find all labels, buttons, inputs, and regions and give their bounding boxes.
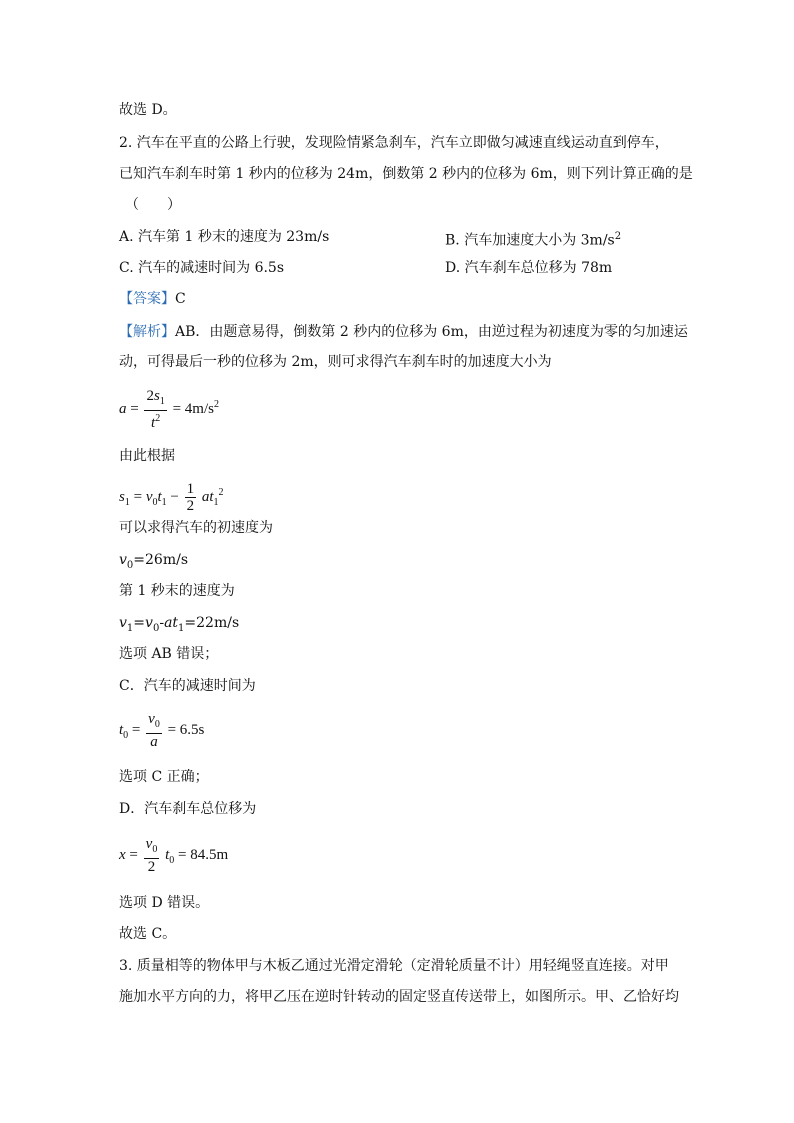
text-line: D．汽车刹车总位移为	[119, 801, 257, 817]
option-d: D. 汽车刹车总位移为 78m	[445, 260, 613, 276]
question-3-stem: 3. 质量相等的物体甲与木板乙通过光滑定滑轮（定滑轮质量不计）用轻绳竖直连接。对甲	[119, 958, 669, 974]
explanation-line: 【解析】AB．由题意易得，倒数第 2 秒内的位移为 6m，由逆过程为初速度为零的匀加速运	[119, 324, 688, 340]
question-3-stem: 施加水平方向的力，将甲乙压在逆时针转动的固定竖直传送带上，如图所示。甲、乙恰好均	[119, 989, 679, 1005]
equation-total-displacement: x = $\frac{v_0}{2}$ $t_0 = 84.5m$	[119, 836, 229, 875]
text-line: C．汽车的减速时间为	[119, 678, 256, 694]
equation-acceleration: a = $\frac{2s_1}{t^2}$ = $4m/s^2$	[119, 388, 219, 432]
text-line: 选项 AB 错误；	[119, 646, 219, 662]
option-b: B. 汽车加速度大小为 $3m/s^2$	[445, 231, 622, 249]
equation-time: $t_0$ = $\frac{v_0}{a}$ = 6.5s	[119, 711, 205, 750]
text-line: 可以求得汽车的初速度为	[119, 520, 273, 536]
text-line: 选项 C 正确；	[119, 769, 209, 785]
explanation-tag: 【解析】	[119, 324, 175, 340]
answer-line	[119, 289, 186, 309]
explanation-line: 动，可得最后一秒的位移为 2m，则可求得汽车刹车时的加速度大小为	[119, 354, 552, 370]
text-line: 选项 D 错误。	[119, 895, 210, 911]
option-c: C. 汽车的减速时间为 6.5s	[119, 260, 285, 276]
question-2-stem: 2. 汽车在平直的公路上行驶，发现险情紧急刹车，汽车立即做匀减速直线运动直到停车，	[119, 135, 669, 151]
answer-tag: 【答案】	[119, 291, 175, 307]
question-2-stem: 已知汽车刹车时第 1 秒内的位移为 24m，倒数第 2 秒内的位移为 6m，则下列计算正确的是	[119, 166, 693, 182]
answer-value: C	[175, 291, 186, 307]
equation-displacement: $s_1 = v_0t_1$ − $\frac{1}{2}$ $at_1^2$	[119, 481, 224, 515]
question-2-bracket: （ ）	[125, 197, 181, 213]
value-v0: $v_0=26m/s$	[119, 552, 189, 571]
text-line: 由此根据	[119, 448, 175, 464]
text-line: 故选 D。	[119, 102, 177, 118]
text-line: 故选 C。	[119, 926, 177, 942]
option-a: A. 汽车第 1 秒末的速度为 23m/s	[119, 229, 330, 245]
text-line: 第 1 秒末的速度为	[119, 583, 235, 599]
value-v1: $v_1=v_0-at_1=22m/s$	[119, 615, 240, 634]
